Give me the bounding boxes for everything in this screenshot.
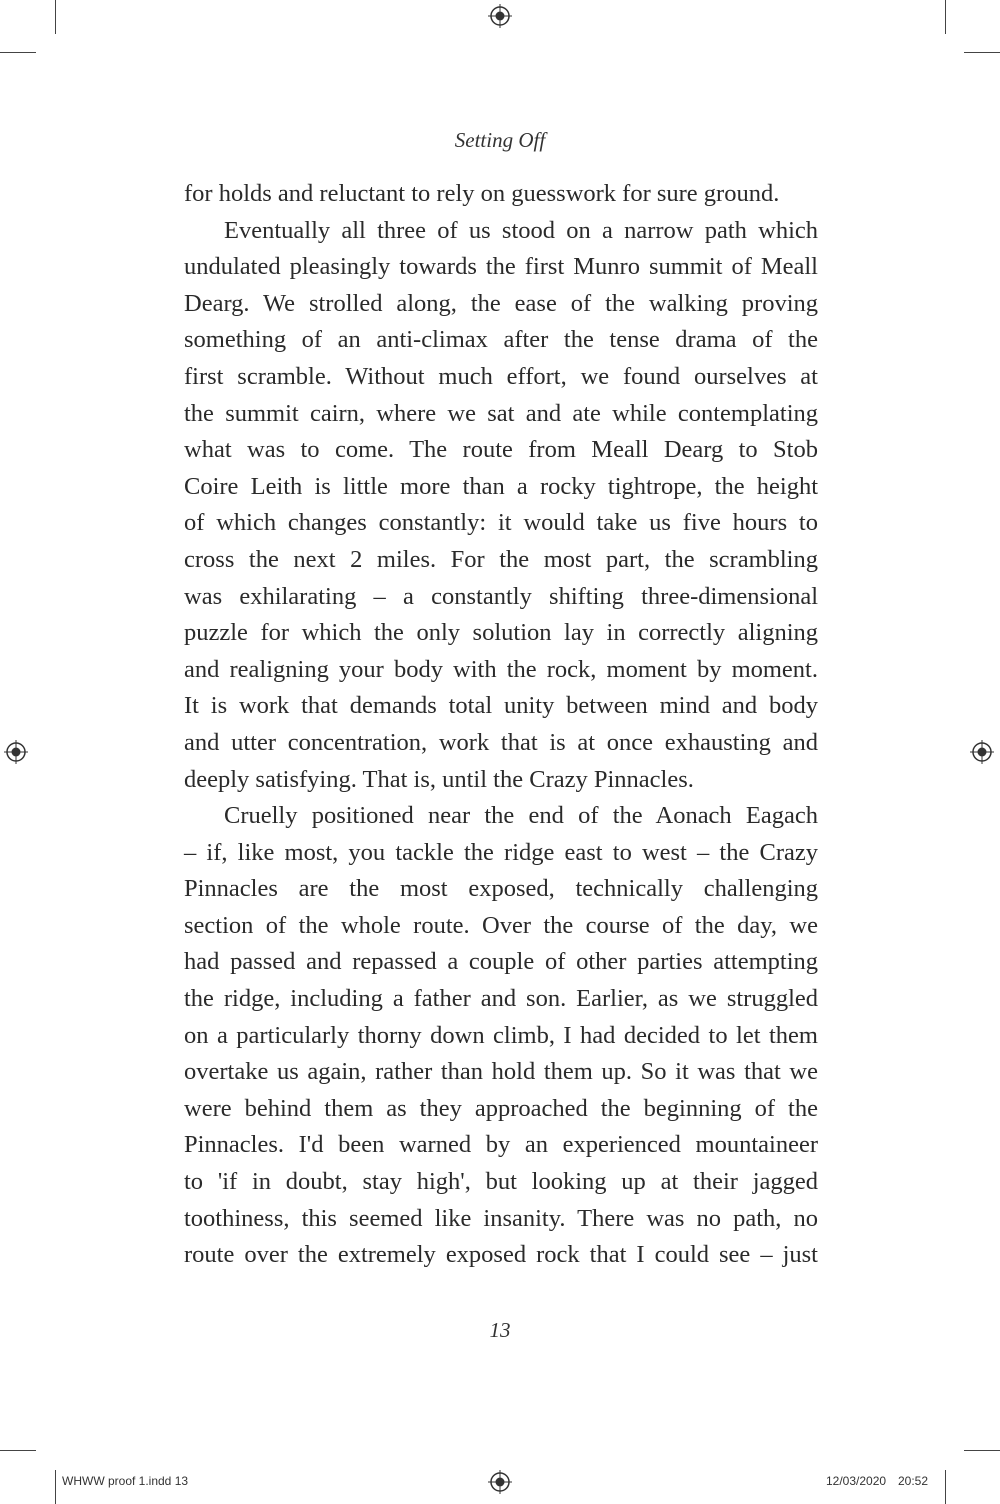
slug-file-name: WHWW proof 1.indd 13 xyxy=(62,1474,189,1488)
crop-mark-left-bottom xyxy=(0,1450,36,1451)
text-line: puzzle for which the only solution lay in correctly aligning xyxy=(184,619,818,647)
page-number: 13 xyxy=(489,1318,511,1342)
text-line: first scramble. Without much effort, we found ourselves at xyxy=(184,362,818,390)
text-line: were behind them as they approached the beginning of the xyxy=(184,1094,818,1122)
text-line: something of an anti-climax after the tense drama of the xyxy=(184,326,818,354)
text-line: toothiness, this seemed like insanity. There was no path, no xyxy=(184,1204,818,1232)
crop-mark-left-top xyxy=(0,52,36,53)
text-line: and utter concentration, work that is at once exhausting and xyxy=(184,728,818,756)
text-line: Eventually all three of us stood on a narrow path which xyxy=(224,216,818,244)
text-line: section of the whole route. Over the course of the day, we xyxy=(184,911,818,939)
body-text xyxy=(184,176,818,1274)
text-line: and realigning your body with the rock, moment by moment. xyxy=(184,655,818,683)
crop-mark-right-top xyxy=(964,52,1000,53)
registration-mark-bottom-icon xyxy=(488,1470,512,1494)
running-head: Setting Off xyxy=(454,128,546,152)
text-line: Pinnacles. I'd been warned by an experienced mountaineer xyxy=(184,1131,818,1159)
text-line: Cruelly positioned near the end of the Aonach Eagach xyxy=(224,802,818,830)
text-line: Coire Leith is little more than a rocky tightrope, the height xyxy=(184,472,818,500)
crop-mark-top-left xyxy=(55,0,56,34)
text-line: deeply satisfying. That is, until the Crazy Pinnacles. xyxy=(184,765,694,793)
text-line: to 'if in doubt, stay high', but looking up at their jagged xyxy=(184,1168,818,1196)
text-line: overtake us again, rather than hold them up. So it was that we xyxy=(184,1058,818,1086)
text-line: It is work that demands total unity between mind and body xyxy=(184,692,818,720)
text-line: was exhilarating – a constantly shifting three-dimensional xyxy=(184,582,818,610)
text-line: on a particularly thorny down climb, I had decided to let them xyxy=(184,1021,818,1049)
crop-mark-top-right xyxy=(945,0,946,34)
text-line: Pinnacles are the most exposed, technically challenging xyxy=(184,875,818,903)
slug-time: 20:52 xyxy=(898,1474,929,1488)
registration-mark-top-icon xyxy=(488,4,512,28)
registration-mark-left-icon xyxy=(4,740,28,764)
text-line: route over the extremely exposed rock that I could see – just xyxy=(184,1241,818,1269)
text-line: had passed and repassed a couple of other parties attempting xyxy=(184,948,818,976)
text-line: the summit cairn, where we sat and ate while contemplating xyxy=(184,399,818,427)
text-line: undulated pleasingly towards the first Munro summit of Meall xyxy=(184,253,818,281)
text-line: what was to come. The route from Meall Dearg to Stob xyxy=(184,436,818,464)
registration-mark-right-icon xyxy=(970,740,994,764)
crop-mark-right-bottom xyxy=(964,1450,1000,1451)
text-line: for holds and reluctant to rely on guesswork for sure ground. xyxy=(184,180,780,207)
slug-date: 12/03/2020 xyxy=(826,1474,887,1488)
crop-mark-bottom-left xyxy=(55,1470,56,1504)
text-line: cross the next 2 miles. For the most part, the scrambling xyxy=(184,545,818,573)
text-line: the ridge, including a father and son. Earlier, as we struggled xyxy=(184,985,818,1013)
text-line: – if, like most, you tackle the ridge east to west – the Crazy xyxy=(184,838,818,866)
crop-mark-bottom-right xyxy=(945,1470,946,1504)
text-line: Dearg. We strolled along, the ease of the walking proving xyxy=(184,289,818,317)
text-line: of which changes constantly: it would take us five hours to xyxy=(184,509,818,537)
